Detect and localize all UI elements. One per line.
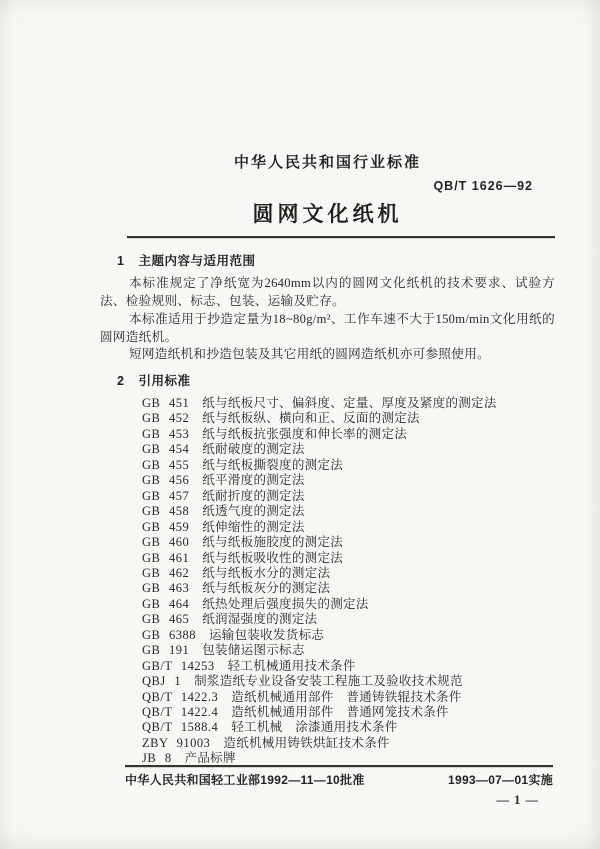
reference-item: [142, 442, 555, 457]
section-2-heading: [117, 371, 555, 389]
reference-item: [142, 581, 555, 596]
reference-code: QB/T 1422.4: [142, 705, 219, 720]
reference-title: 轻工机械通用技术条件: [227, 658, 356, 673]
reference-item: [142, 411, 555, 426]
reference-title: 轻工机械 涂漆通用技术条件: [231, 720, 398, 735]
reference-item: [142, 705, 555, 720]
reference-code: GB 461: [142, 550, 190, 565]
section-2-title: 引用标准: [138, 373, 191, 388]
reference-code: GB 465: [142, 612, 190, 627]
reference-title: 包装储运图示标志: [202, 643, 305, 658]
scope-paragraph-1: 本标准规定了净纸宽为2640mm以内的圆网文化纸机的技术要求、试验方法、检验规则、标志、包装、运输及贮存。: [100, 276, 555, 308]
scope-paragraph-3: 短网造纸机和抄造包装及其它用纸的圆网造纸机亦可参照使用。: [128, 347, 490, 362]
reference-code: GB 462: [142, 565, 190, 580]
reference-item: [142, 535, 555, 550]
reference-item: [142, 690, 555, 705]
section-1-heading: [117, 251, 555, 269]
reference-title: 纸润湿强度的测定法: [202, 612, 318, 627]
reference-title: 运输包装收发货标志: [209, 627, 325, 642]
reference-title: 造纸机械通用部件 普通网笼技术条件: [231, 705, 449, 720]
reference-title: 纸伸缩性的测定法: [202, 519, 305, 534]
footer-divider: [125, 765, 553, 767]
reference-item: [142, 597, 555, 612]
reference-code: JB 8: [142, 751, 172, 766]
reference-code: GB 458: [142, 504, 190, 519]
reference-item: [142, 674, 555, 689]
reference-title: 造纸机械用铸铁烘缸技术条件: [223, 735, 390, 750]
reference-item: [142, 458, 555, 473]
reference-code: GB 454: [142, 442, 190, 457]
reference-title: 纸与纸板抗张强度和伸长率的测定法: [202, 426, 408, 441]
reference-item: [142, 628, 555, 643]
reference-title: 纸与纸板吸收性的测定法: [202, 550, 344, 565]
reference-title: 纸热处理后强度损失的测定法: [202, 596, 369, 611]
reference-item: [142, 566, 555, 581]
reference-item: [142, 427, 555, 442]
reference-item: [142, 720, 555, 735]
reference-title: 纸透气度的测定法: [202, 504, 305, 519]
reference-code: GB 457: [142, 488, 190, 503]
reference-title: 纸耐折度的测定法: [202, 488, 305, 503]
reference-item: [142, 473, 555, 488]
reference-item: [142, 489, 555, 504]
document-content: [100, 0, 555, 807]
reference-title: 纸与纸板撕裂度的测定法: [202, 457, 344, 472]
reference-code: GB 459: [142, 519, 190, 534]
footer: [125, 771, 553, 788]
reference-title: 纸与纸板水分的测定法: [202, 565, 331, 580]
reference-code: GB 464: [142, 596, 190, 611]
reference-title: 纸与纸板纵、横向和正、反面的测定法: [202, 411, 420, 426]
reference-code: GB 191: [142, 643, 190, 658]
document-title: 圆网文化纸机: [252, 203, 403, 226]
reference-item: [142, 396, 555, 411]
scope-paragraph-2: 本标准适用于抄造定量为18~80g/m²、工作车速不大于150m/min文化用纸的圆网造纸机。: [100, 312, 555, 344]
reference-code: GB 455: [142, 457, 190, 472]
reference-code: GB 456: [142, 473, 190, 488]
reference-list: [142, 396, 555, 767]
reference-code: QB/T 1588.4: [142, 720, 219, 735]
page-number: — 1 —: [496, 793, 539, 807]
reference-item: [142, 551, 555, 566]
reference-code: GB 460: [142, 535, 190, 550]
reference-code: GB 451: [142, 395, 190, 410]
approval-note: 中华人民共和国轻工业部1992—11—10批准: [125, 773, 365, 787]
reference-code: GB 6388: [142, 627, 196, 642]
section-1-title: 主题内容与适用范围: [138, 254, 256, 268]
reference-title: 产品标牌: [184, 751, 236, 766]
reference-item: [142, 612, 555, 627]
reference-item: [142, 520, 555, 535]
reference-title: 纸与纸板灰分的测定法: [202, 581, 331, 596]
reference-title: 纸平滑度的测定法: [202, 473, 305, 488]
reference-code: GB/T 14253: [142, 658, 215, 673]
header-divider: [127, 236, 555, 238]
reference-code: GB 453: [142, 426, 190, 441]
standard-number: QB/T 1626—92: [433, 179, 533, 193]
reference-code: GB 463: [142, 581, 190, 596]
implementation-note: 1993—07—01实施: [448, 773, 553, 787]
section-2-number: 2: [117, 373, 125, 388]
reference-item: [142, 504, 555, 519]
standard-org-header: 中华人民共和国行业标准: [233, 154, 421, 171]
reference-title: 造纸机械通用部件 普通铸铁辊技术条件: [231, 689, 462, 704]
reference-code: GB 452: [142, 411, 190, 426]
reference-item: [142, 659, 555, 674]
reference-item: [142, 643, 555, 658]
reference-title: 纸耐破度的测定法: [202, 442, 305, 457]
section-1-number: 1: [117, 254, 125, 268]
reference-code: ZBY 91003: [142, 735, 211, 750]
reference-title: 纸与纸板施胶度的测定法: [202, 535, 344, 550]
reference-code: QB/T 1422.3: [142, 689, 219, 704]
reference-code: QBJ 1: [142, 674, 182, 689]
reference-item: [142, 736, 555, 751]
reference-title: 制浆造纸专业设备安装工程施工及验收技术规范: [194, 674, 463, 689]
reference-title: 纸与纸板尺寸、偏斜度、定量、厚度及紧度的测定法: [202, 395, 497, 410]
